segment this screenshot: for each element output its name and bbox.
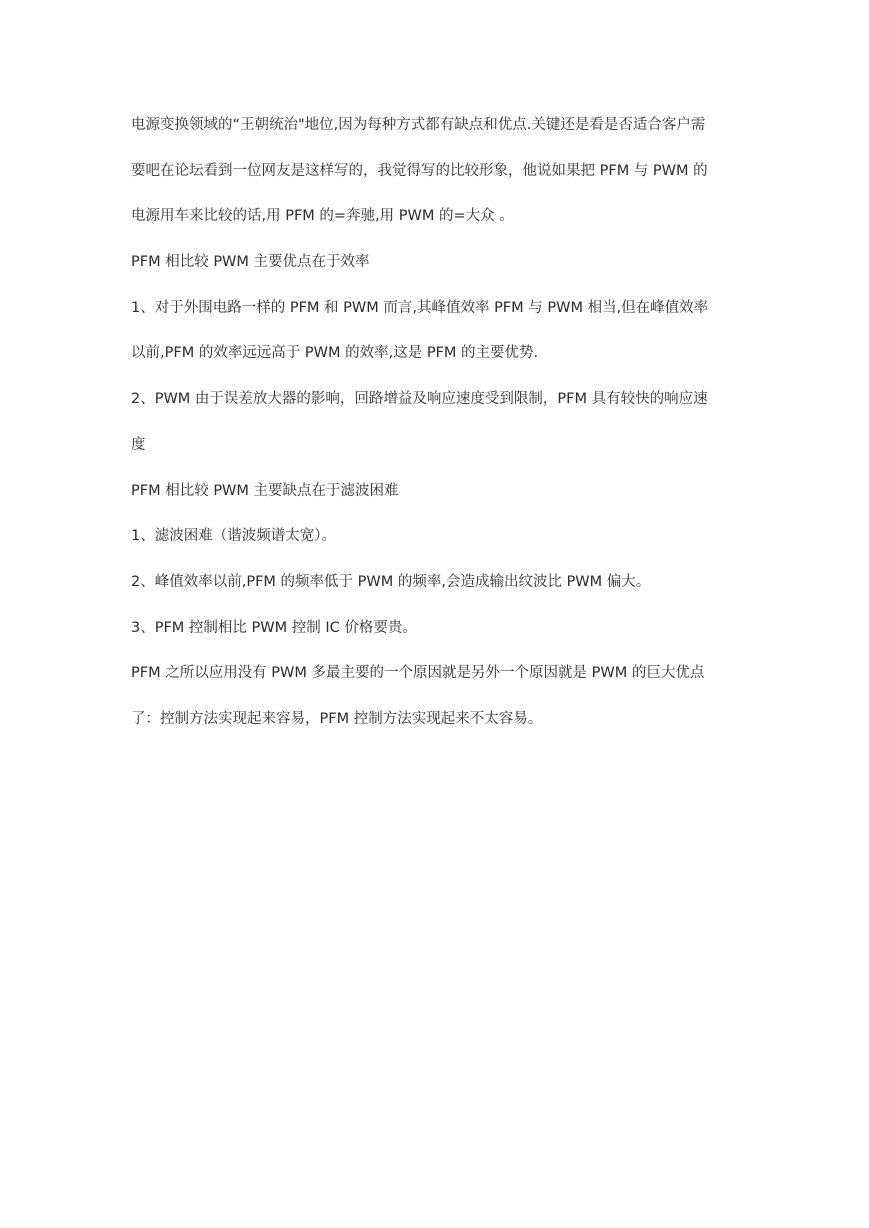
text-line: 1、对于外围电路一样的 PFM 和 PWM 而言,其峰值效率 PFM 与 PWM 相当,但在峰值效率 bbox=[131, 299, 709, 316]
section-heading-disadvantages: PFM 相比较 PWM 主要缺点在于滤波困难 bbox=[131, 482, 399, 499]
document-body bbox=[131, 114, 741, 754]
text-line: 了：控制方法实现起来容易，PFM 控制方法实现起来不太容易。 bbox=[131, 710, 543, 727]
text-line: PFM 之所以应用没有 PWM 多最主要的一个原因就是另外一个原因就是 PWM 的巨大优点 bbox=[131, 665, 705, 682]
text-line: 2、PWM 由于误差放大器的影响，回路增益及响应速度受到限制，PFM 具有较快的响应速 bbox=[131, 391, 708, 408]
text-line: 1、滤波困难（谐波频谱太宽）。 bbox=[131, 528, 336, 545]
text-line: 电源用车来比较的话,用 PFM 的=奔驰,用 PWM 的=大众 。 bbox=[131, 208, 514, 225]
text-line: 电源变换领域的“王朝统治"地位,因为每种方式都有缺点和优点.关键还是看是否适合客户需 bbox=[131, 117, 706, 133]
text-line: 3、PFM 控制相比 PWM 控制 IC 价格要贵。 bbox=[131, 619, 417, 636]
text-line: 以前,PFM 的效率远远高于 PWM 的效率,这是 PFM 的主要优势. bbox=[131, 345, 539, 362]
text-line: 要吧在论坛看到一位网友是这样写的，我觉得写的比较形象，他说如果把 PFM 与 PWM 的 bbox=[131, 162, 708, 179]
text-line: 度 bbox=[131, 436, 146, 453]
section-heading-advantages: PFM 相比较 PWM 主要优点在于效率 bbox=[131, 254, 370, 271]
text-line: 2、峰值效率以前,PFM 的频率低于 PWM 的频率,会造成输出纹波比 PWM 偏大。 bbox=[131, 573, 651, 590]
